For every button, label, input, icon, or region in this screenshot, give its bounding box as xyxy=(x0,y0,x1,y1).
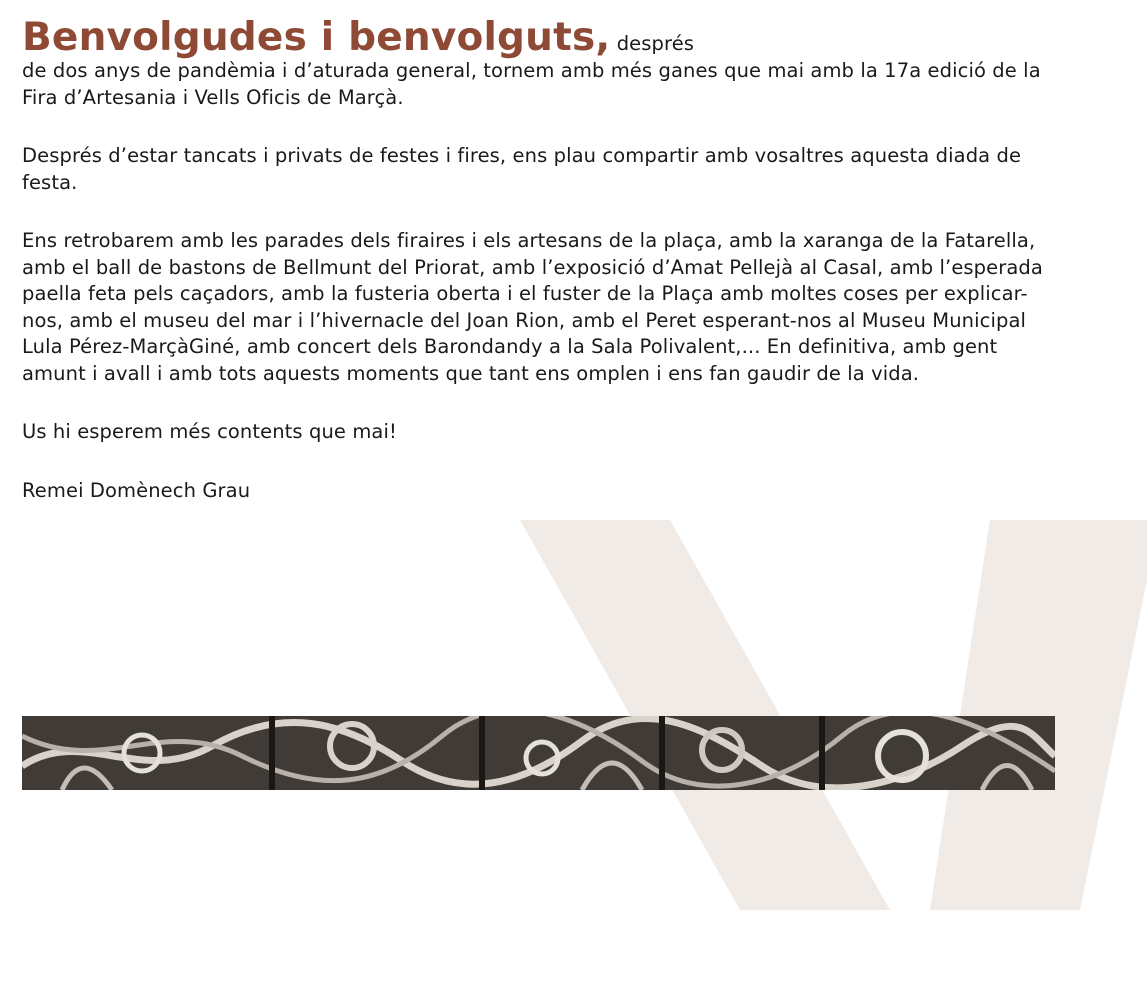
paragraph-3: Ens retrobarem amb les parades dels firaires i els artesans de la plaça, amb la xaranga de la Fatarella, amb el ball de bastons de Bellmunt del Priorat, amb l’exposició d’Amat Pellejà al Casal, amb l’esperada paella feta pels caçadors, amb la fusteria oberta i el fuster de la Plaça amb moltes coses per explicar-nos, amb el museu del mar i l’hivernacle del Joan Rion, amb el Peret esperant-nos al Museu Municipal Lula Pérez-MarçàGiné, amb concert dels Barondandy a la Sala Polivalent,... En definitiva, amb gent amunt i avall i amb tots aquests moments que tant ens omplen i ens fan gaudir de la vida. xyxy=(22,229,1043,385)
intro-paragraph xyxy=(22,15,1052,111)
x-watermark-graphic xyxy=(520,520,1147,910)
intro-text: de dos anys de pandèmia i d’aturada general, tornem amb més ganes que mai amb la 17a edició de la Fira d’Artesania i Vells Oficis de Marçà. xyxy=(22,59,1041,109)
greeting-heading: Benvolgudes i benvolguts, xyxy=(22,15,611,60)
greeting-tail: després xyxy=(610,32,695,55)
paragraph-4: Us hi esperem més contents que mai! xyxy=(22,420,397,443)
letter-body xyxy=(22,15,1052,504)
wrought-iron-banner-image xyxy=(22,716,1055,790)
paragraph-2: Després d’estar tancats i privats de festes i fires, ens plau compartir amb vosaltres aquesta diada de festa. xyxy=(22,144,1022,194)
signature: Remei Domènech Grau xyxy=(22,478,251,502)
